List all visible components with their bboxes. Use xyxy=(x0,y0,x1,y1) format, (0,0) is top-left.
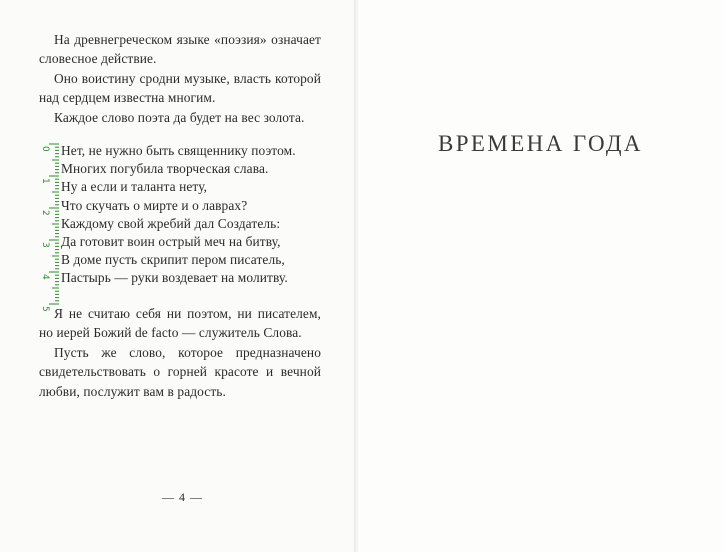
ruler-label: 1 xyxy=(40,178,50,184)
right-page xyxy=(358,0,724,552)
intro-paragraph: Оно воистину сродни музыке, власть которой над сердцем известна многим. xyxy=(39,70,321,106)
poem-line: Нет, не нужно быть священнику поэтом. xyxy=(61,143,296,158)
ruler-label: 4 xyxy=(40,274,50,280)
poem-line: В доме пусть скрипит пером писатель, xyxy=(61,252,285,268)
poem-line: Многих погубила творческая слава. xyxy=(61,161,269,177)
ruler-label: 3 xyxy=(40,242,50,248)
intro-paragraph: Каждое слово поэта да будет на вес золота. xyxy=(54,109,305,125)
section-title: ВРЕМЕНА ГОДА xyxy=(438,131,643,156)
closing-paragraph: Я не считаю себя ни поэтом, ни писателем, но иерей Божий de facto — служитель Слова. xyxy=(39,306,321,341)
poem-line: Ну а если и таланта нету, xyxy=(61,179,208,195)
poem-line: Да готовит воин острый меч на битву, xyxy=(61,234,281,250)
poem xyxy=(61,142,296,288)
ruler-label: 2 xyxy=(40,210,50,216)
poem-line: Пастырь — руки воздевает на молитву. xyxy=(61,270,288,286)
measurement-ruler xyxy=(37,140,59,312)
ruler-label: 5 xyxy=(40,306,50,312)
poem-line: Что скучать о мирте и о лаврах? xyxy=(61,197,248,213)
intro-text xyxy=(39,30,321,127)
page-number: — 4 — xyxy=(162,490,203,504)
closing-paragraph: Пусть же слово, которое предназначено свидетельствовать о горней красоте и вечной любви, послужит вам в радость. xyxy=(39,344,321,399)
closing-text xyxy=(39,304,321,401)
poem-line: Каждому свой жребий дал Создатель: xyxy=(61,215,281,231)
intro-paragraph: На древнегреческом языке «поэзия» означает словесное действие. xyxy=(39,32,321,67)
ruler-label: 0 xyxy=(40,146,50,152)
